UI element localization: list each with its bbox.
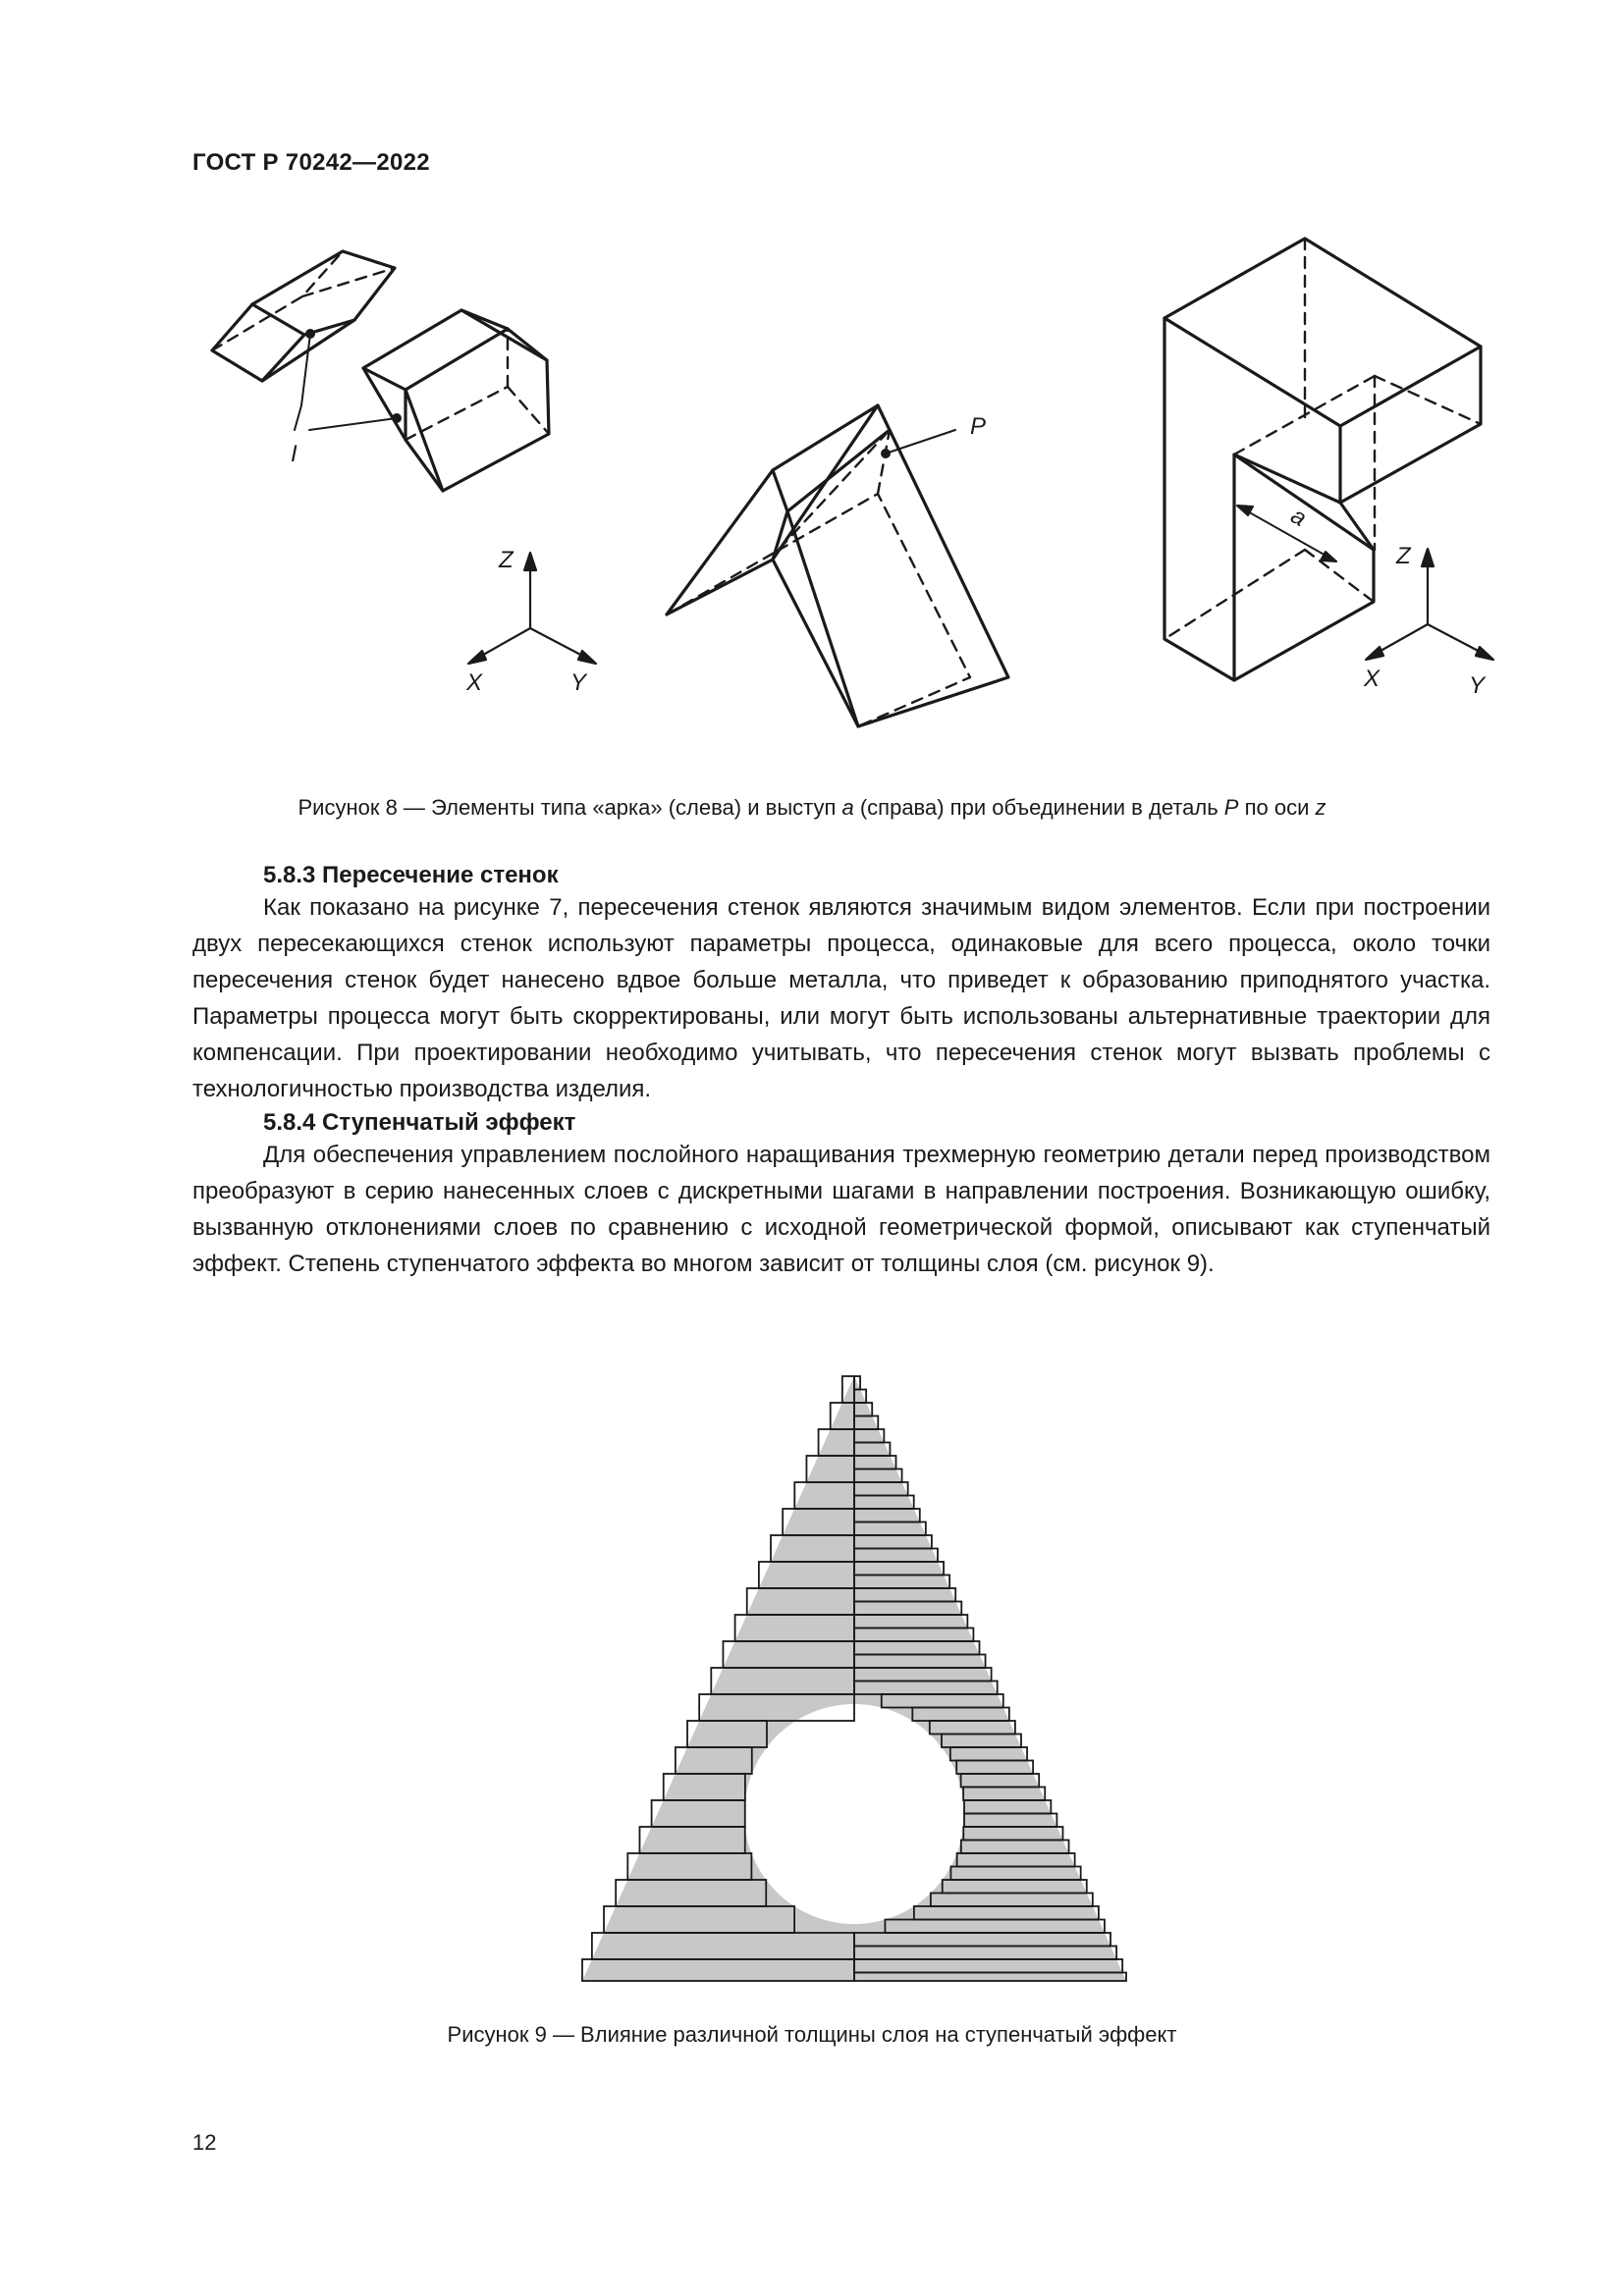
point-marker bbox=[392, 413, 402, 423]
figure-8-drawing bbox=[0, 0, 1624, 785]
point-marker bbox=[305, 329, 315, 339]
figure-8-caption: Рисунок 8 — Элементы типа «арка» (слева) и выступ a (справа) при объединении в деталь P по оси z bbox=[298, 795, 1326, 820]
axis-x-label: X bbox=[1364, 666, 1380, 692]
label-p: P bbox=[970, 413, 987, 440]
axis-y-label: Y bbox=[1469, 672, 1486, 699]
section-583-paragraph: Как показано на рисунке 7, пересечения стенок являются значимым видом элементов. Если при построении двух пересекающихся стенок используют параметры процесса, одинаковые для всего процесса, около точки пересечения стенок будет нанесено вдвое больше металла, что приведет к образованию приподнятого участка. Параметры процесса могут быть скорректированы, или могут быть использованы альтернативные траектории для компенсации. При проектировании необходимо учитывать, что пересечения стенок могут вызвать проблемы с технологичностью производства изделия. bbox=[192, 894, 1490, 1102]
protrusion-part bbox=[1164, 239, 1481, 680]
section-583-title: 5.8.3 Пересечение стенок bbox=[263, 862, 559, 888]
axes-right bbox=[1366, 549, 1493, 660]
arch-element-part-p bbox=[667, 405, 1008, 726]
page-number: 12 bbox=[192, 2130, 217, 2155]
arch-element-left-block bbox=[212, 251, 395, 381]
arch-element-right-block bbox=[363, 310, 549, 491]
label-a: a bbox=[1286, 502, 1312, 532]
label-i: I bbox=[291, 441, 298, 467]
figure-9-caption: Рисунок 9 — Влияние различной толщины слоя на ступенчатый эффект bbox=[447, 2022, 1177, 2047]
document-header: ГОСТ Р 70242—2022 bbox=[192, 149, 430, 176]
axis-y-label: Y bbox=[570, 669, 587, 696]
axis-x-label: X bbox=[466, 669, 483, 696]
figure-9-drawing bbox=[0, 1355, 1624, 2002]
axis-z-label: Z bbox=[1396, 543, 1411, 569]
section-584-paragraph: Для обеспечения управлением послойного наращивания трехмерную геометрию детали перед производством преобразуют в серию нанесенных слоев с дискретными шагами в направлении построения. Возникающую ошибку, вызванную отклонениями слоев по сравнению с исходной геометрической формой, описывают как ступенчатый эффект. Степень ступенчатого эффекта во многом зависит от толщины слоя (см. рисунок 9). bbox=[192, 1142, 1490, 1277]
point-marker bbox=[881, 449, 891, 458]
axes-left bbox=[468, 553, 596, 664]
section-584-title: 5.8.4 Ступенчатый эффект bbox=[263, 1109, 576, 1136]
axis-z-label: Z bbox=[499, 547, 514, 573]
